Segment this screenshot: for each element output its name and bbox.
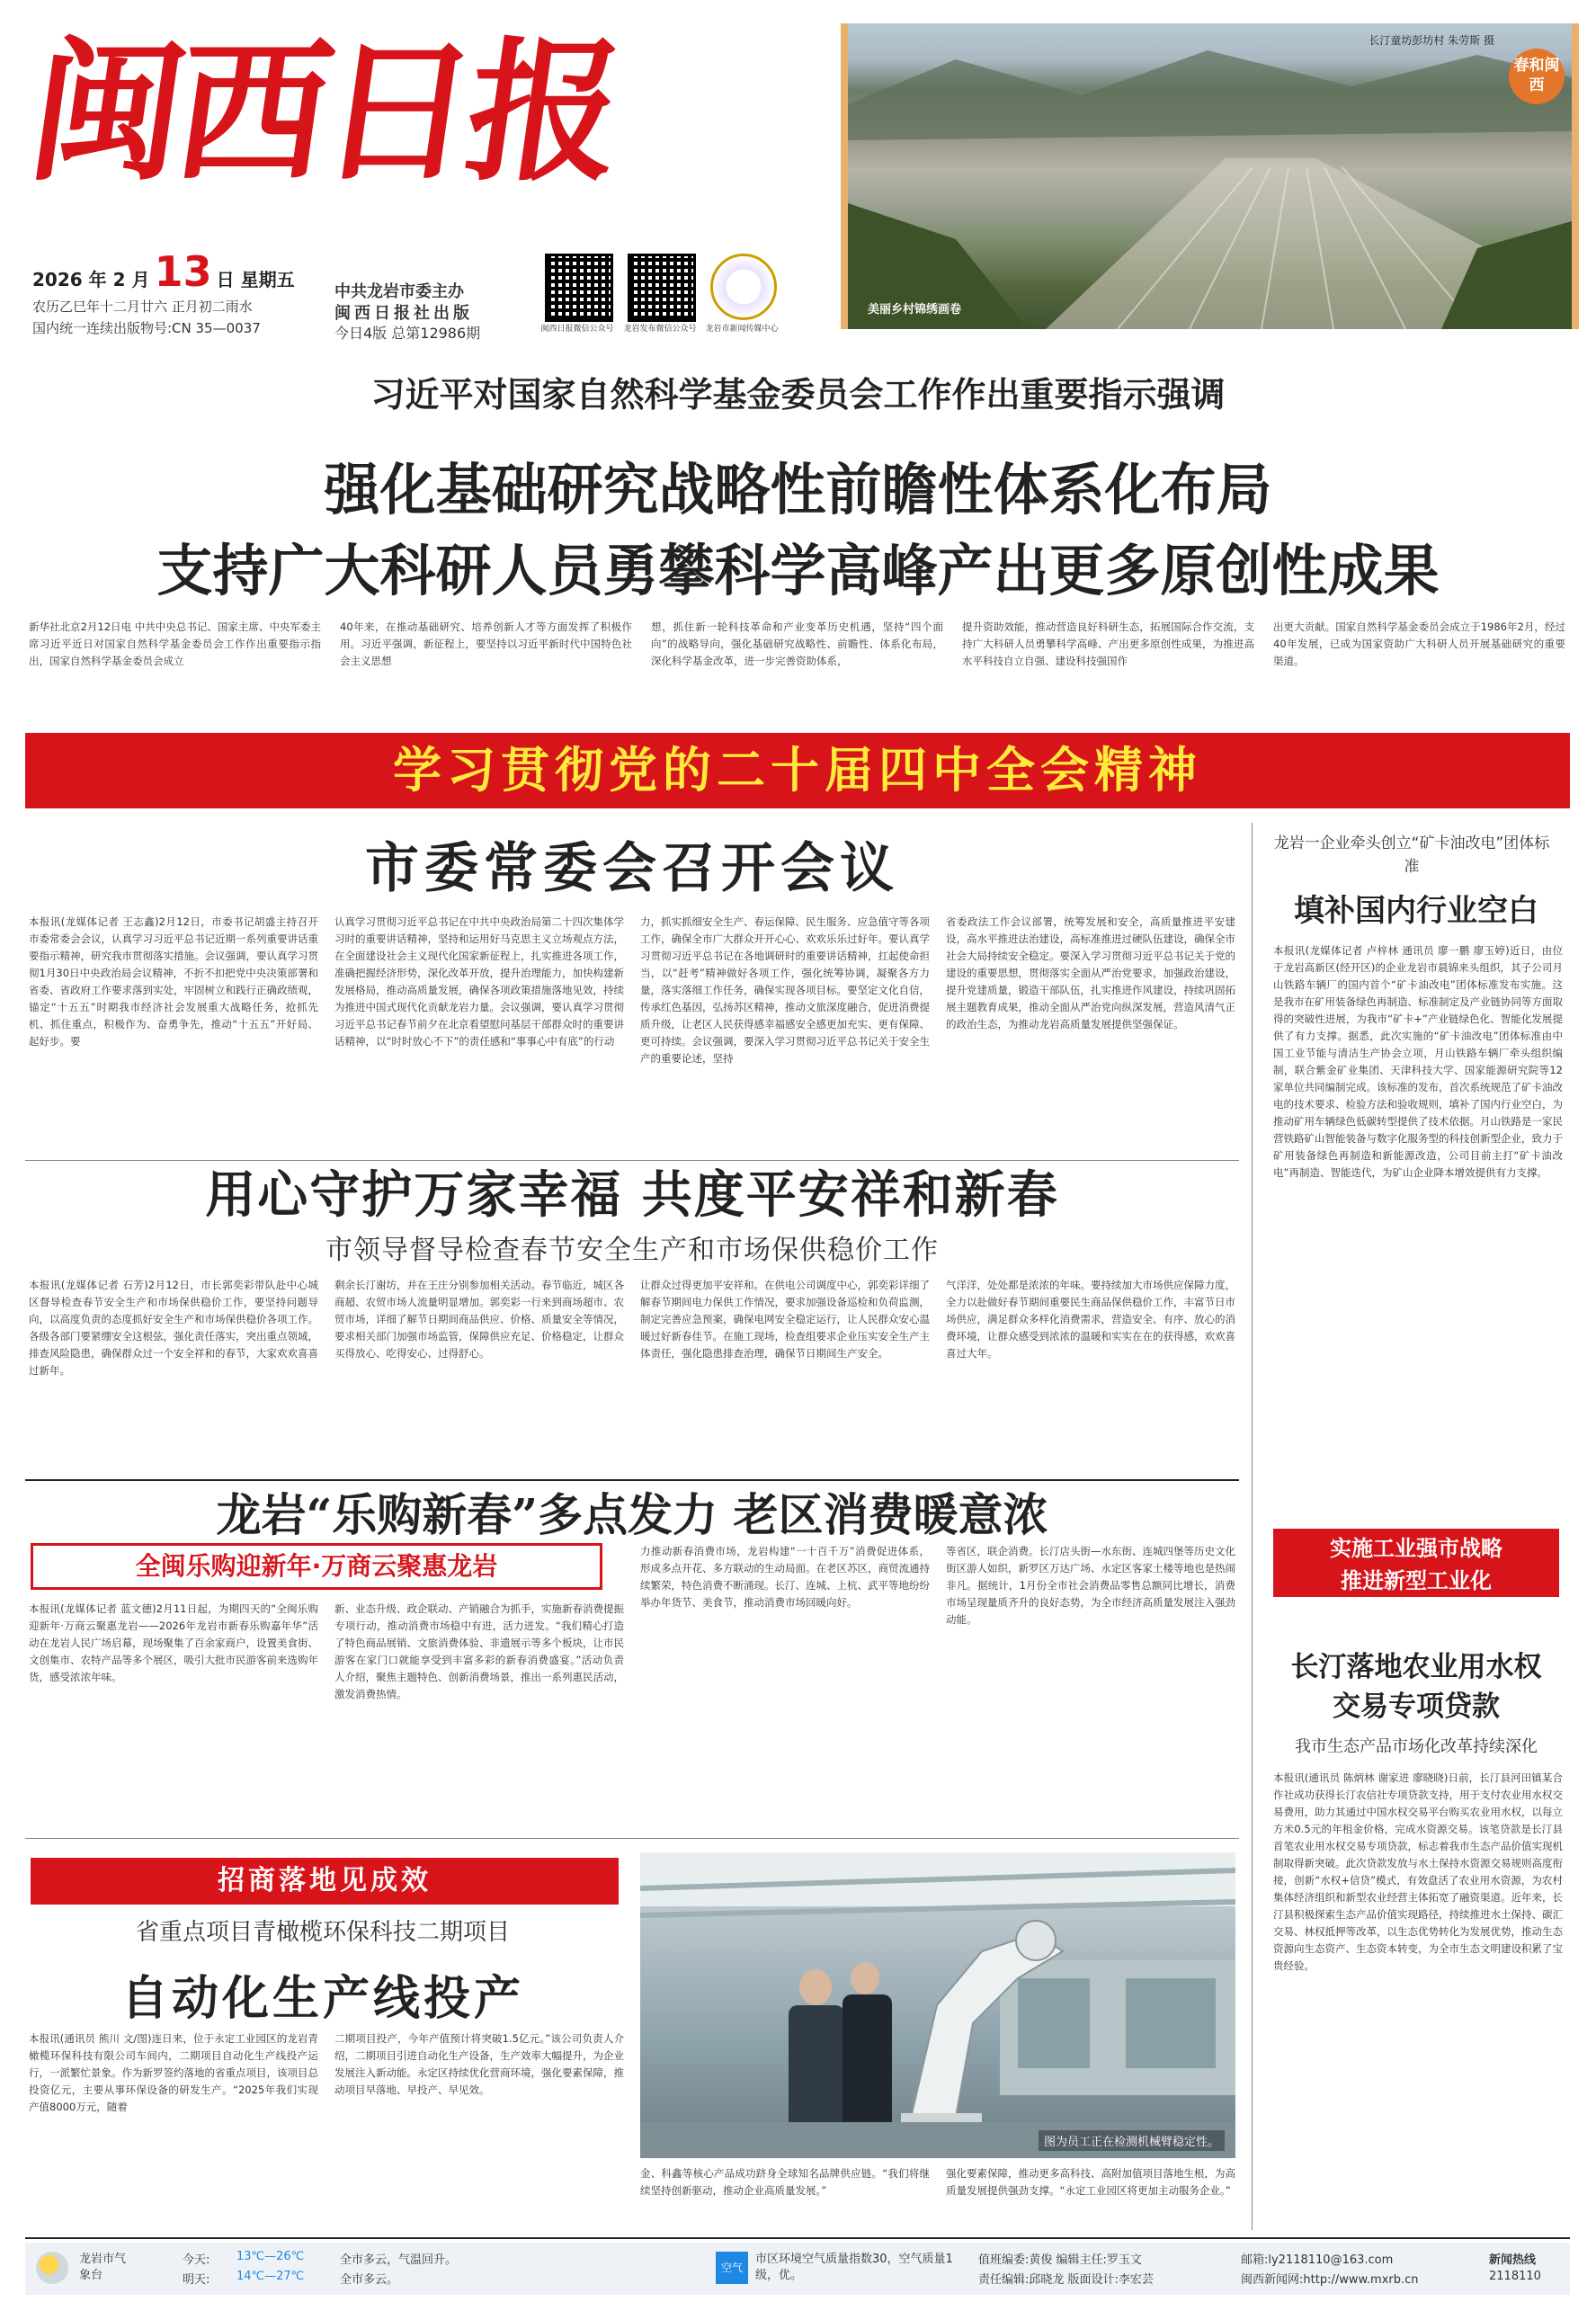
landscape-illustration	[848, 23, 1572, 329]
website-link[interactable]: 闽西新闻网:http://www.mxrb.cn	[1241, 2273, 1419, 2287]
article3-headline: 龙岩“乐购新春”多点发力 老区消费暖意浓	[216, 1488, 1048, 1541]
editor-line2: 责任编辑:邱晓龙 版面设计:李宏芸	[978, 2273, 1154, 2287]
masthead-photo	[841, 23, 1579, 329]
sidebar-a1-headline: 填补国内行业空白	[1294, 893, 1538, 929]
study-banner: 学习贯彻党的二十届四中全会精神	[25, 733, 1570, 808]
lead-col-2: 40年来，在推动基础研究、培养创新人才等方面发挥了积极作用。习近平强调，新征程上，要坚持以习近平新时代中国特色社会主义思想	[340, 620, 632, 667]
today-temp: 13℃—26℃	[236, 2250, 305, 2263]
article3-tag: 全闽乐购迎新年·万商云聚惠龙岩	[31, 1543, 602, 1590]
sidebar-a2-tag-line1: 实施工业强市战略	[1330, 1536, 1502, 1561]
article4-col-1: 本报讯(通讯员 熊川 文/图)连日来，位于永定工业园区的龙岩青橄榄环保科技有限公司车间内，二期项目自动化生产线投产运行，一派繁忙景象。作为新罗签约落地的省重点项目，该项目总投资亿元，主要从事环保设备的研发生产。“2025年我们实现产值8000万元，随着	[29, 2032, 318, 2113]
article1-col-4: 省委政法工作会议部署，统筹发展和安全，高质量推进平安建设，高水平推进法治建设，高标准推进过硬队伍建设，确保全市社会大局持续安全稳定。要深入学习贯彻习近平总书记关于党的建设的重要思想，贯彻落实全面从严治党要求，加强政治建设，提升党建质量，锻造干部队伍，扎实推进作风建设，持续巩固拓展主题教育成果，推动全面从严治党向纵深发展，营造风清气正的政治生态，为推动龙岩高质量发展提供坚强保证。	[946, 915, 1235, 1031]
editor-line1: 值班编委:黄俊 编辑主任:罗玉文	[978, 2253, 1142, 2267]
sidebar-a2-headline-1: 长汀落地农业用水权	[1290, 1651, 1542, 1683]
masthead-title: 闽西日报	[18, 22, 628, 202]
tomorrow-temp: 14℃—27℃	[236, 2270, 305, 2283]
lead-col-3: 想，抓住新一轮科技革命和产业变革历史机遇，坚持“四个面向”的战略导向，强化基础研究战略性、前瞻性、体系化布局，深化科学基金改革，进一步完善资助体系，	[651, 620, 943, 667]
date-day: 13	[154, 247, 212, 296]
sidebar-a2-body: 本报讯(通讯员 陈炳林 谢家进 廖晓晓)日前，长汀县河田镇某合作社成功获得长汀农信社专项贷款支持，用于支付农业用水权交易费用，助力其通过中国水权交易平台购买农业用水权，以每立方米0.5元的年租金价格，完成水资源交易。该笔贷款是长汀县首笔农业用水权交易专项贷款，标志着我市生态产品价值实现机制取得新突破。此次贷款发放与水土保持水资源交易规则高度衔接，创新“水权+信贷”模式，有效盘活了农业用水资源，为农村集体经济组织和新型农业经营主体拓宽了融资渠道。近年来，长汀县积极探索生态产品价值实现路径，持续推进水土保持、碳汇交易、林权抵押等改革，以生态优势转化为发展优势，推动生态资源向生态资产、生态资本转变，为全市生态文明建设积累了宝贵经验。	[1273, 1771, 1563, 1972]
lunar-date: 农历乙巳年十二月廿六 正月初二雨水	[32, 299, 253, 315]
tomorrow-desc: 全市多云。	[340, 2273, 399, 2287]
sidebar-divider	[1252, 823, 1253, 2230]
tomorrow-label: 明天:	[183, 2273, 210, 2287]
air-text: 市区环境空气质量指数30，空气质量1级，优。	[755, 2253, 953, 2282]
publisher-line2: 闽西日报社出版	[334, 304, 473, 323]
today-desc: 全市多云，气温回升。	[340, 2253, 458, 2267]
photo-badge: 春和闽西	[1509, 49, 1565, 104]
publisher-line1: 中共龙岩市委主办	[334, 282, 464, 301]
qr-label-longyan: 龙岩发布微信公众号	[623, 325, 697, 334]
article4-col-3: 金、科鑫等核心产品成功跻身全球知名品牌供应链。“我们将继续坚持创新驱动，推动企业高质量发展。”	[640, 2167, 930, 2197]
footer-rule	[25, 2237, 1570, 2239]
date-suffix: 日 星期五	[216, 269, 295, 290]
article4-kicker: 省重点项目青橄榄环保科技二期项目	[135, 1919, 510, 1946]
cn-number: 国内统一连续出版物号:CN 35—0037	[32, 320, 261, 336]
sidebar-a2-headline-2: 交易专项贷款	[1333, 1691, 1500, 1723]
lead-col-4: 提升资助效能，推动营造良好科研生态，拓展国际合作交流，支持广大科研人员勇攀科学高峰、产出更多原创性成果，为推进高水平科技自立自强、建设科技强国作	[962, 620, 1254, 667]
qr-label-wechat: 闽西日报微信公众号	[540, 325, 614, 334]
qr-label-media: 龙岩市新闻传媒中心	[705, 325, 779, 334]
photo-caption: 美丽乡村锦绣画卷	[868, 303, 962, 317]
article4-tag: 招商落地见成效	[31, 1858, 619, 1905]
lead-col-5: 出更大贡献。国家自然科学基金委员会成立于1986年2月，经过40年发展，已成为国家资助广大科研人员开展基础研究的重要渠道。	[1273, 620, 1565, 667]
date-prefix: 2026 年 2 月	[32, 269, 150, 290]
article2-col-3: 让群众过得更加平安祥和。在供电公司调度中心，郭奕彩详细了解春节期间电力保供工作情况，要求加强设备巡检和负荷监测，制定完善应急预案，确保电网安全稳定运行，让人民群众安心温暖过好新春佳节。在施工现场，检查组要求企业压实安全生产主体责任，强化隐患排查治理，确保节日期间生产安全。	[640, 1279, 930, 1360]
today-label: 今天:	[183, 2253, 210, 2267]
qr-code-wechat[interactable]	[545, 254, 613, 322]
article4-col-4: 强化要素保障，推动更多高科技、高附加值项目落地生根，为高质量发展提供强劲支撑。“永定工业园区将更加主动服务企业。”	[946, 2167, 1235, 2197]
photo-credit: 长汀童坊彭坊村 朱劳斯 摄	[1369, 34, 1494, 47]
sidebar-a2-subhead: 我市生态产品市场化改革持续深化	[1295, 1737, 1538, 1756]
article2-col-4: 气洋洋，处处都是浓浓的年味。要持续加大市场供应保障力度，全力以赴做好春节期间重要民生商品保供稳价工作，丰富节日市场供应，满足群众多样化消费需求，营造安全、有序、放心的消费环境，让群众感受到浓浓的温暖和实实在在的获得感，欢欢喜喜过大年。	[946, 1279, 1235, 1360]
article3-col-2: 新、业态升级、政企联动、产销融合为抓手，实施新春消费提振专项行动，推动消费市场稳中有进，活力迸发。“我们精心打造了特色商品展销、文旅消费体验、非遗展示等多个板块，让市民游客在家门口就能享受到丰富多彩的新春消费盛宴。”活动负责人介绍，聚焦主题特色、创新消费场景，推出一系列惠民活动，激发消费热情。	[334, 1602, 624, 1700]
weather-label: 龙岩市气象台	[79, 2253, 127, 2282]
footer-bar	[25, 2243, 1570, 2295]
article4-photo	[640, 1852, 1235, 2158]
lead-headline-2: 支持广大科研人员勇攀科学高峰产出更多原创性成果	[156, 538, 1440, 603]
factory-illustration	[640, 1852, 1235, 2158]
article1-col-1: 本报讯(龙媒体记者 王志鑫)2月12日，市委书记胡盛主持召开市委常委会会议，认真学习习近平总书记近期一系列重要讲话重要指示精神，研究我市贯彻落实措施。会议强调，要认真学习贯彻1月30日中央政治局会议精神，不折不扣把党中央决策部署和省委、省政府工作要求落到实处，牢固树立和践行正确政绩观，锚定“十五五”时期我市经济社会发展重大战略任务，抢抓先机、抓住重点，积极作为、奋勇争先，推动“十五五”开好局、起好步。要	[29, 915, 318, 1048]
lead-col-1: 新华社北京2月12日电 中共中央总书记、国家主席、中央军委主席习近平近日对国家自然科学基金委员会工作作出重要指示指出，国家自然科学基金委员会成立	[29, 620, 321, 667]
sidebar-a2-tag	[1273, 1529, 1559, 1597]
article3-col-4: 等省区，联企消费。长汀店头街—水东街、连城四堡等历史文化街区游人如织，新罗区万达广场、永定区客家土楼等地也是热闹非凡。据统计，1月份全市社会消费品零售总额同比增长，消费市场呈现量质齐升的良好态势，为全市经济高质量发展注入强劲动能。	[946, 1545, 1235, 1626]
email-link[interactable]: 邮箱:ly2118110@163.com	[1241, 2253, 1394, 2267]
article4-headline: 自动化生产线投产	[120, 1971, 524, 2026]
media-center-logo	[710, 254, 777, 320]
article3-col-1: 本报讯(龙媒体记者 蓝文德)2月11日起，为期四天的“全闽乐购迎新年·万商云聚惠龙岩——2026年龙岩市新春乐购嘉年华”活动在龙岩人民广场启幕，现场聚集了百余家商户，设置美食街、文创集市、农特产品等多个展区，吸引大批市民游客前来选购年货，感受浓浓年味。	[29, 1602, 318, 1683]
article2-headline: 用心守护万家幸福 共度平安祥和新春	[205, 1165, 1059, 1225]
sidebar-a1-kicker: 龙岩一企业牵头创立“矿卡油改电”团体标准	[1273, 834, 1550, 876]
qr-code-longyan[interactable]	[628, 254, 696, 322]
air-label: 空气	[716, 2252, 748, 2284]
hotline-number: 2118110	[1489, 2270, 1541, 2283]
article1-headline: 市委常委会召开会议	[365, 837, 899, 900]
article1-col-3: 力，抓实抓细安全生产、春运保障、民生服务、应急值守等各项工作，确保全市广大群众开开心心、欢欢乐乐过好年。要认真学习贯彻习近平总书记在各地调研时的重要讲话精神，扛起使命担当，以“赶考”精神做好各项工作，强化统筹协调，凝聚各方力量，落实落细工作任务，确保实现各项目标。要坚定文化自信，传承红色基因，弘扬苏区精神，推动文旅深度融合，促进消费提质升级，让老区人民获得感幸福感安全感更加充实、更有保障、更可持续。会议强调，要深入学习贯彻习近平总书记关于安全生产的重要论述，坚持	[640, 915, 930, 1065]
article2-col-1: 本报讯(龙媒体记者 石芳)2月12日，市长郭奕彩带队赴中心城区督导检查春节安全生产和市场保供稳价工作，要坚持问题导向，以高度负责的态度抓好安全生产和市场保供稳价各项工作。各级各部门要紧绷安全这根弦，强化责任落实，突出重点领域，排查风险隐患，确保群众过一个安全祥和的春节，大家欢欢喜喜过新年。	[29, 1279, 318, 1377]
article3-col-3: 力推动新春消费市场，龙岩构建“一十百千万”消费促进体系，形成多点开花、多方联动的生动局面。在老区苏区，商贸流通持续繁荣，特色消费不断涌现。长汀、连城、上杭、武平等地纷纷举办年货节、美食节，推动消费市场回暖向好。	[640, 1545, 930, 1609]
lead-headline-1: 强化基础研究战略性前瞻性体系化布局	[324, 457, 1272, 522]
sidebar-a1-body: 本报讯(龙媒体记者 卢梓林 通讯员 廖一鹏 廖玉婷)近日，由位于龙岩高新区(经开区)的企业龙岩市晨锦来头组织，其子公司月山铁路车辆厂的国内首个“矿卡油改电”团体标准发布实施。这是我市在矿用装备绿色再制造、标准制定及产业链协同等方面取得的突破性进展，为我市“矿卡+”产业链绿色化、智能化发展提供了有力支撑。据悉，此次实施的“矿卡油改电”团体标准由中国工业节能与清洁生产协会立项，月山铁路车辆厂牵头组织编制，联合紫金矿业集团、天津科技大学、国家能源研究院等12家单位共同编制完成。该标准的发布，首次系统规范了矿卡油改电的技术要求、检验方法和验收规则，填补了国内行业空白，为推动矿用车辆绿色低碳转型提供了技术依据。月山铁路是一家民营铁路矿山智能装备与数字化服务型的科技创新型企业，致力于矿用装备绿色再制造和新能源改造，公司目前主打“矿卡油改电”再制造、智能迭代，为矿山企业降本增效提供有力支撑。	[1273, 944, 1563, 1179]
sidebar-a2-tag-line2: 推进新型工业化	[1341, 1568, 1492, 1593]
issue-date	[32, 247, 329, 296]
weather-icon	[36, 2252, 68, 2284]
article2-subhead: 市领导督导检查春节安全生产和市场保供稳价工作	[325, 1235, 939, 1266]
article1-col-2: 认真学习贯彻习近平总书记在中共中央政治局第二十四次集体学习时的重要讲话精神，坚持和运用好马克思主义立场观点方法，在全面建设社会主义现代化国家新征程上，扎实推进各项工作，准确把握经济形势，深化改革开放，提升治理能力，加快构建新发展格局，推动高质量发展，确保各项政策措施落地见效，持续为推进中国式现代化贡献龙岩力量。会议强调，要认真学习贯彻习近平总书记春节前夕在北京看望慰问基层干部群众时的重要讲话精神，以“时时放心不下”的责任感和“事事心中有底”的行动	[334, 915, 624, 1048]
publisher-line3: 今日4版 总第12986期	[334, 325, 481, 342]
lead-kicker: 习近平对国家自然科学基金委员会工作作出重要指示强调	[370, 375, 1226, 415]
article4-photo-caption: 图为员工正在检测机械臂稳定性。	[1039, 2130, 1225, 2151]
divider-a3	[25, 1838, 1239, 1839]
article2-col-2: 剩余长汀谢坊，并在王庄分别参加相关活动。春节临近，城区各商超、农贸市场人流量明显增加。郭奕彩一行来到商场超市、农贸市场，详细了解节日期间商品供应、价格、质量安全等情况，要求相关部门加强市场监管，保障供应充足、价格稳定，让群众买得放心、吃得安心、过得舒心。	[334, 1279, 624, 1360]
hotline-label: 新闻热线	[1489, 2253, 1537, 2267]
article4-col-2: 二期项目投产，今年产值预计将突破1.5亿元。”该公司负责人介绍，二期项目引进自动化生产设备，生产效率大幅提升，为企业发展注入新动能。永定区持续优化营商环境，强化要素保障，推动项目早落地、早投产、早见效。	[334, 2032, 624, 2096]
